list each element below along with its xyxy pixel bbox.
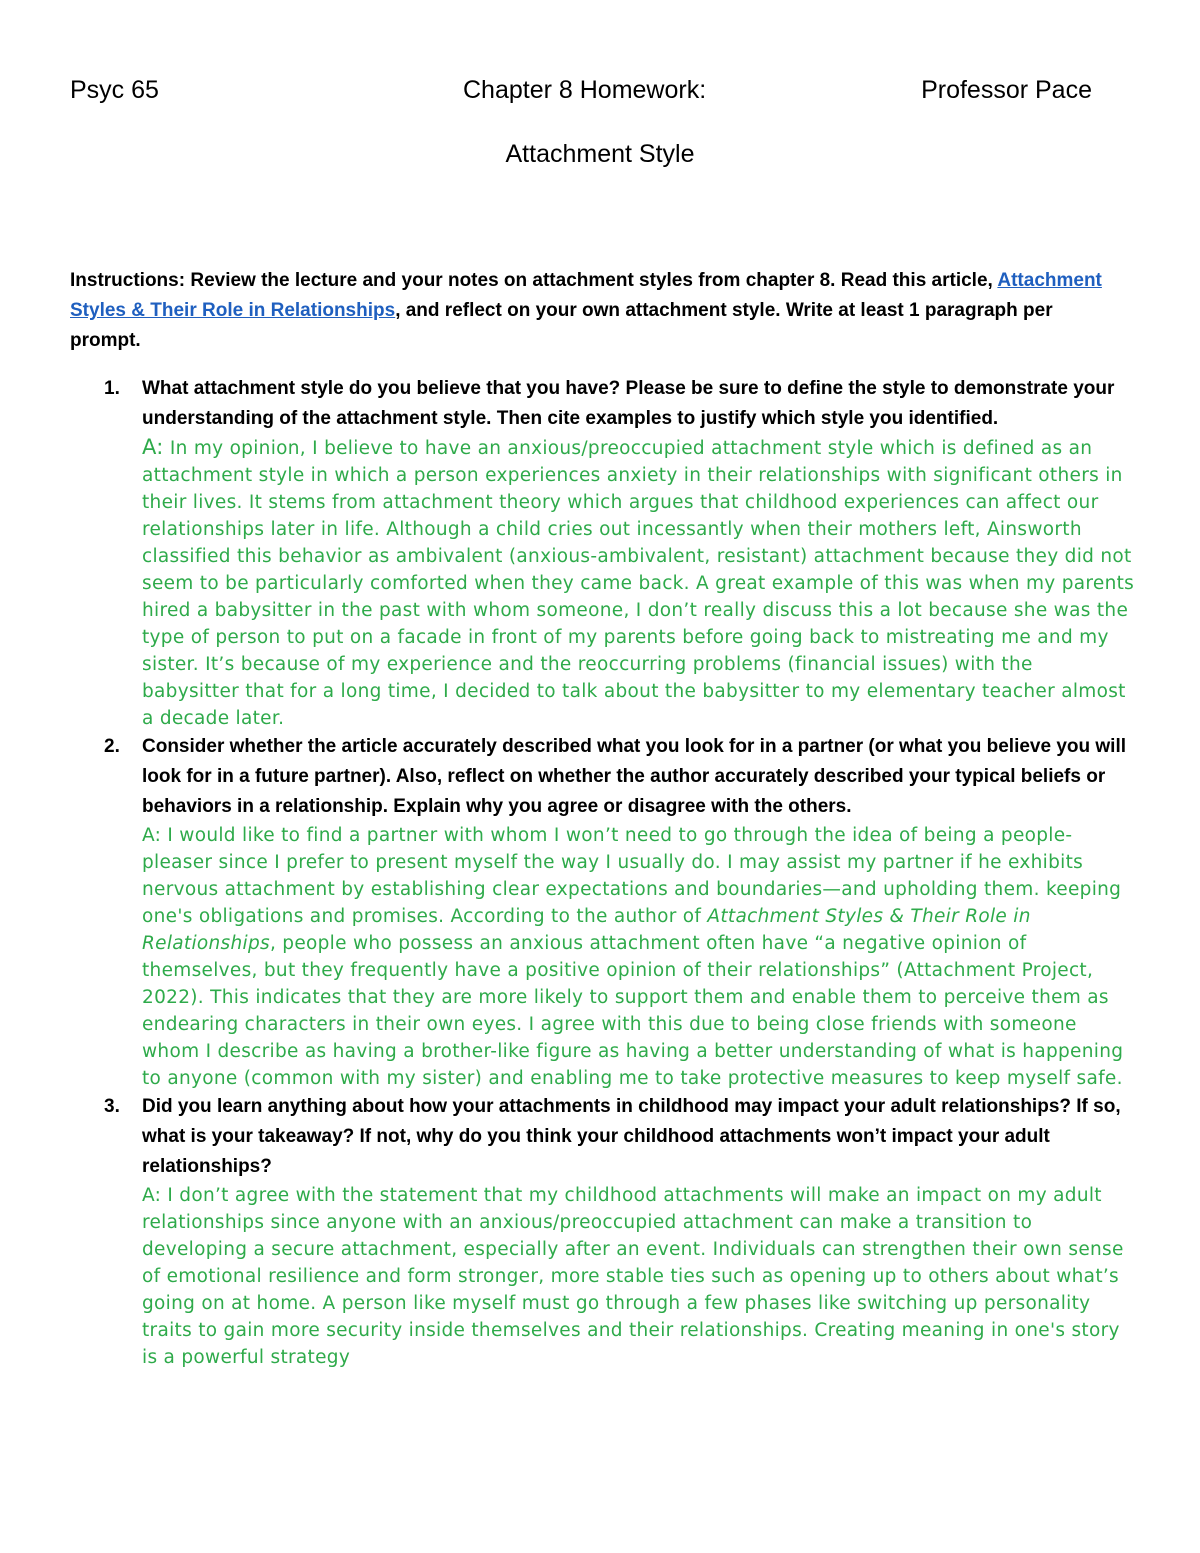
prompt-list <box>70 374 1135 1371</box>
homework-title: Chapter 8 Homework: <box>463 76 707 104</box>
prompt-question: Consider whether the article accurately described what you look for in a partner (or what you believe you will look for in a future partner). Also, reflect on whether the author accurately described your typical beliefs or behaviors in a relationship. Explain why you agree or disagree with the others. <box>142 736 1127 817</box>
prompt-number: 1. <box>104 378 120 399</box>
answer-prefix: A: <box>142 1185 162 1206</box>
prompt-number: 3. <box>104 1096 120 1117</box>
prompt-item-1 <box>70 374 1135 732</box>
prompt-answer <box>142 434 1135 732</box>
answer-prefix: A: <box>142 825 162 846</box>
prompt-item-3 <box>70 1092 1135 1371</box>
prompt-question: Did you learn anything about how your attachments in childhood may impact your adult relationships? If so, what is your takeaway? If not, why do you think your childhood attachments won’t impact your adult relationships? <box>142 1096 1121 1177</box>
article-title-citation: Attachment Styles & Their Role in Relationships <box>142 906 1031 954</box>
article-link[interactable]: Attachment Styles & Their Role in Relationships <box>70 270 1102 321</box>
prompt-question: What attachment style do you believe that you have? Please be sure to define the style to demonstrate your understanding of the attachment style. Then cite examples to justify which style you identified. <box>142 378 1115 429</box>
prompt-answer <box>142 822 1135 1092</box>
instructions-text-before-link: Review the lecture and your notes on attachment styles from chapter 8. Read this article, <box>185 270 998 291</box>
instructions-label: Instructions: <box>70 270 186 291</box>
answer-text: I don’t agree with the statement that my childhood attachments will make an impact on my adult relationships since anyone with an anxious/preoccupied attachment can make a transition to developing a secure attachment, especially after an event. Individuals can strengthen their own sense of emotional resilience and form stronger, more stable ties such as opening up to others about what’s going on at home. A person like myself must go through a few phases like switching up personality traits to gain more security inside themselves and their relationships. Creating meaning in one's story is a powerful strategy <box>142 1185 1124 1368</box>
course-name: Psyc 65 <box>70 76 159 104</box>
answer-prefix: A: <box>142 435 164 459</box>
answer-text: I would like to find a partner with whom I won’t need to go through the idea of being a people-pleaser since I prefer to present myself the way I usually do. I may assist my partner if he exhibits nervous attachment by establishing clear expectations and boundaries—and upholding them. keeping one's obligations and promises. According to the author of <box>142 825 1122 927</box>
instructions-text-after-link: , and reflect on your own attachment style. Write at least 1 paragraph per prompt. <box>70 300 1053 351</box>
document-header <box>70 76 1092 112</box>
prompt-number: 2. <box>104 736 120 757</box>
professor-name: Professor Pace <box>921 76 1092 104</box>
document-subtitle: Attachment Style <box>505 140 695 168</box>
answer-text-continued: , people who possess an anxious attachment often have “a negative opinion of themselves, but they frequently have a positive opinion of their relationships” (Attachment Project, 2022). This indicates that they are more likely to support them and enable them to perceive them as endearing characters in their own eyes. I agree with this due to being close friends with someone whom I describe as having a brother-like figure as having a better understanding of what is happening to anyone (common with my sister) and enabling me to take protective measures to keep myself safe. <box>142 933 1124 1089</box>
prompt-answer <box>142 1182 1135 1371</box>
instructions-paragraph <box>70 266 1120 356</box>
prompt-item-2 <box>70 732 1135 1092</box>
answer-text: In my opinion, I believe to have an anxious/preoccupied attachment style which is defined as an attachment style in which a person experiences anxiety in their relationships with significant others in their lives. It stems from attachment theory which argues that childhood experiences can affect our relationships later in life. Although a child cries out incessantly when their mothers left, Ainsworth classified this behavior as ambivalent (anxious-ambivalent, resistant) attachment because they did not seem to be particularly comforted when they came back. A great example of this was when my parents hired a babysitter in the past with whom someone, I don’t really discuss this a lot because she was the type of person to put on a facade in front of my parents before going back to mistreating me and my sister. It’s because of my experience and the reoccurring problems (financial issues) with the babysitter that for a long time, I decided to talk about the babysitter to my elementary teacher almost a decade later. <box>142 438 1135 729</box>
